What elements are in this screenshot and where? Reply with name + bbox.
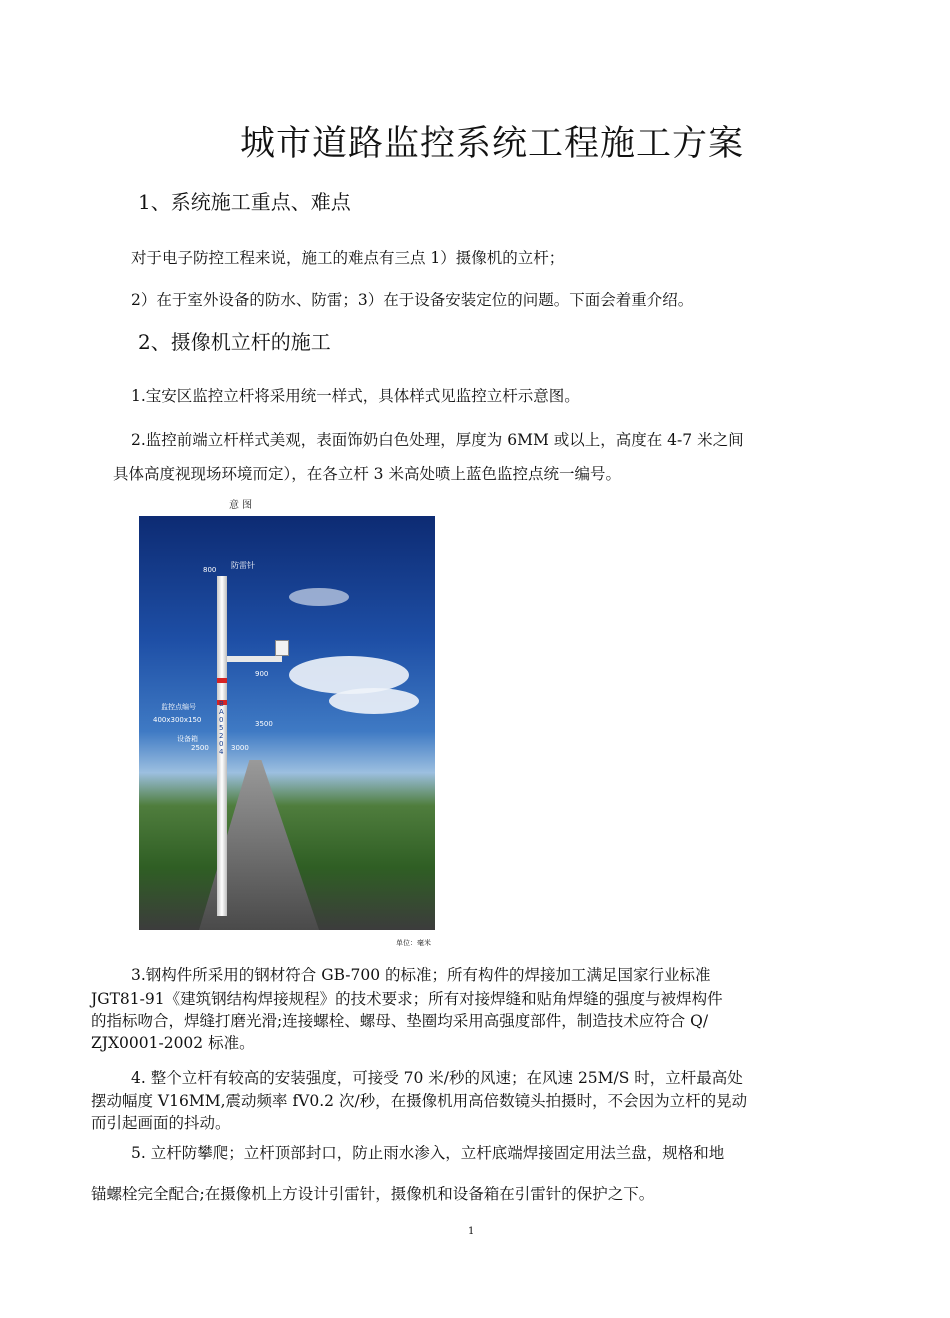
section-1-heading: 1、系统施工重点、难点 — [138, 190, 351, 214]
section-1-line-2: 2）在于室外设备的防水、防雷；3）在于设备安装定位的问题。下面会着重介绍。 — [131, 291, 694, 309]
item-2-line-2: 具体高度视现场环境而定），在各立杆 3 米高处喷上蓝色监控点统一编号。 — [113, 465, 621, 483]
camera-icon — [275, 640, 289, 656]
document-title: 城市道路监控系统工程施工方案 — [240, 124, 745, 164]
figure-title: 意 图 — [229, 500, 253, 511]
item-3-line-1: 3.钢构件所采用的钢材符合 GB-700 的标准；所有构件的焊接加工满足国家行业标准 — [131, 966, 711, 984]
cloud-shape — [329, 688, 419, 714]
label-900: 900 — [255, 670, 269, 678]
section-1-line-1: 对于电子防控工程来说，施工的难点有三点 1）摄像机的立杆； — [131, 249, 565, 267]
item-1: 1.宝安区监控立杆将采用统一样式，具体样式见监控立杆示意图。 — [131, 387, 580, 405]
label-800: 800 — [203, 566, 217, 574]
label-3500: 3500 — [255, 720, 273, 728]
section-2-heading: 2、摄像机立杆的施工 — [138, 330, 331, 354]
cloud-shape — [289, 588, 349, 606]
label-3000: 3000 — [231, 744, 249, 752]
pole-diagram-figure — [139, 494, 435, 954]
item-4-line-1: 4. 整个立杆有较高的安装强度，可接受 70 米/秒的风速；在风速 25M/S 时，立杆最高处 — [131, 1069, 743, 1087]
label-point-no: 监控点编号 — [161, 703, 196, 711]
page-number: 1 — [468, 1226, 475, 1237]
pole-arm-shape — [227, 656, 282, 662]
item-3-line-4: ZJX0001-2002 标准。 — [91, 1034, 255, 1052]
item-4-line-2: 摆动幅度 V16MM,震动频率 fV0.2 次/秒，在摄像机用高倍数镜头拍摄时，不会因为立杆的晃动 — [91, 1092, 748, 1110]
item-4-line-3: 而引起画面的抖动。 — [91, 1114, 231, 1132]
figure-unit: 单位：毫米 — [396, 939, 431, 947]
label-point-size: 400x300x150 — [153, 716, 202, 724]
item-3-line-2: JGT81-91《建筑钢结构焊接规程》的技术要求；所有对接焊缝和贴角焊缝的强度与被焊构件 — [91, 990, 723, 1008]
label-code: BA05204 — [219, 700, 224, 756]
item-5-line-2: 锚螺栓完全配合;在摄像机上方设计引雷针，摄像机和设备箱在引雷针的保护之下。 — [91, 1185, 655, 1203]
item-5-line-1: 5. 立杆防攀爬；立杆顶部封口，防止雨水渗入，立杆底端焊接固定用法兰盘，规格和地 — [131, 1144, 725, 1162]
label-box: 设备箱 — [177, 735, 198, 743]
label-lightning: 防雷针 — [231, 561, 255, 570]
label-2500: 2500 — [191, 744, 209, 752]
red-band-shape — [217, 678, 227, 683]
pole-diagram-photo — [139, 516, 435, 930]
item-2-line-1: 2.监控前端立杆样式美观，表面饰奶白色处理，厚度为 6MM 或以上，高度在 4-7 米之间 — [131, 431, 744, 449]
item-3-line-3: 的指标吻合，焊缝打磨光滑;连接螺栓、螺母、垫圈均采用高强度部件，制造技术应符合 Q/ — [91, 1012, 709, 1030]
